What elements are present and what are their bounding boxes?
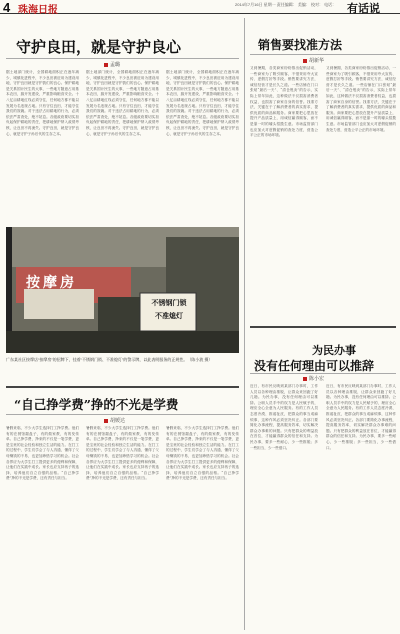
sales-body-col-2: 又到暑期，各类商家纷纷推出促销活动，一些商家为了吸引顾客，不惜采用夸大宣传、虚假打折等手段。销售要讲究方法，诚信经营才是长久之道。一些店铺在门口张贴“最后一天”、“清仓甩卖”的告示，实际上常年如此，这种做法不仅损害消费者权益，也损害了商家自身的信誉。找准方法，关键在于了解消费者的真实需求，提供优质的商品和服务。商家要把心思放在提升产品质量上，用诚信赢得顾客，而不是靠一时的噱头招揽生意。市场监管部门也应加大对虚假促销的查处力度，营造公平公正的市场环境。 [326,66,396,132]
sales-byline-text: 胡新华 [309,58,325,64]
service-body-col-2: 近日，有市民反映到某部门办事时，工作人员以各种理由推脱，让群众来回跑了好几趟。为民办事，没有任何理由可以推辞。公职人员手中的权力是人民赋予的，理应全心全意为人民服务。有的工作人员态度冷漠、推诿扯皮，把群众的事当成麻烦事，这种作风必须坚决纠正。各部门要简化办事流程，提高服务效率，切实解决群众办事难的问题。只有把群众的利益放在首位，才能赢得群众的信任和支持。为民办事，要多一些耐心，少一些推脱；多一些担当，少一些借口。 [326,384,396,450]
main-body-col-2: 据土地部门统计，全国耕地面积正在逐年减少，城镇化进程中，不少良田被征用为建设用地，守护良田就是守护我们的良心。保护耕地是关系国计民生的大事，一些地方随意占用基本农田，搞开发建设，严重影响粮食安全。十八亿亩耕地红线必须守住，任何地方都不能以发展为名违规占地。只有守住良田，才能守住我们的饭碗。对于违法占用耕地的行为，必须依法严肃查处，绝不姑息。各级政府要切实担负起保护耕地的责任，把耕地保护纳入政绩考核，让良田不再流失。守护良田，就是守护良心，就是守护子孙后代的生存之本。 [86,70,159,136]
paper-name: 珠海日报 [18,5,58,16]
section-rule-right [250,326,396,328]
main-body-col-1: 据土地部门统计，全国耕地面积正在逐年减少，城镇化进程中，不少良田被征用为建设用地，守护良田就是守护我们的良心。保护耕地是关系国计民生的大事，一些地方随意占用基本农田，搞开发建设，严重影响粮食安全。十八亿亩耕地红线必须守住，任何地方都不能以发展为名违规占地。只有守住良田，才能守住我们的饭碗。对于违法占用耕地的行为，必须依法严肃查处，绝不姑息。各级政府要切实担负起保护耕地的责任，把耕地保护纳入政绩考核，让良田不再流失。守护良田，就是守护良心，就是守护子孙后代的生存之本。 [6,70,79,136]
service-byline [303,375,324,382]
service-rule [250,373,396,374]
sales-byline [303,57,324,64]
consumer-headline: “自己挣学费”挣的不光是学费 [14,397,179,412]
consumer-rule [6,414,239,415]
section-title: 有话说 [347,3,380,15]
section-rule-left [6,386,239,388]
photo-sign-lock: 不锈钢门锁 [151,299,187,307]
consumer-byline-text: 胡媛达 [110,418,126,424]
main-body-col-3: 据土地部门统计，全国耕地面积正在逐年减少，城镇化进程中，不少良田被征用为建设用地，守护良田就是守护我们的良心。保护耕地是关系国计民生的大事，一些地方随意占用基本农田，搞开发建设，严重影响粮食安全。十八亿亩耕地红线必须守住，任何地方都不能以发展为名违规占地。只有守住良田，才能守住我们的饭碗。对于违法占用耕地的行为，必须依法严肃查处，绝不姑息。各级政府要切实担负起保护耕地的责任，把耕地保护纳入政绩考核，让良田不再流失。守护良田，就是守护良心，就是守护子孙后代的生存之本。 [166,70,239,136]
service-headline-1: 为民办事 [312,344,356,357]
byline-marker-icon [104,63,108,67]
headline-rule [6,58,239,59]
service-body-col-1: 近日，有市民反映到某部门办事时，工作人员以各种理由推脱，让群众来回跑了好几趟。为民办事，没有任何理由可以推辞。公职人员手中的权力是人民赋予的，理应全心全意为人民服务。有的工作人员态度冷漠、推诿扯皮，把群众的事当成麻烦事，这种作风必须坚决纠正。各部门要简化办事流程，提高服务效率，切实解决群众办事难的问题。只有把群众的利益放在首位，才能赢得群众的信任和支持。为民办事，要多一些耐心，少一些推脱；多一些担当，少一些借口。 [250,384,318,450]
photo-sign-main: 按摩房 [26,275,77,291]
photo-sign-light: 不准熄灯 [155,312,183,320]
service-byline-text: 陈小宏 [309,376,325,382]
sales-rule [250,54,396,55]
byline-marker-icon [303,377,307,381]
consumer-body-col-1: 暑假来临，不少大学生选择打工挣学费。他们有的在餐馆端盘子，有的做家教，有的发传单。自己挣学费，挣来的不仅是一笔学费，更是宝贵的社会经验和独立生活的能力。在打工的过程中，学生们学会了与人沟通，懂得了父母赚钱的不易，也更加珍惜学习的机会。社会各界应为大学生打工提供更多的便利和保障，让他们在实践中成长。家长也应支持孩子的选择，培养他们自立自强的品格。“自己挣学费”挣的不光是学费，还有责任与担当。 [6,426,79,481]
consumer-byline [104,417,125,424]
service-headline-2: 没有任何理由可以推辞 [254,359,375,373]
column-divider [244,18,245,630]
consumer-body-col-3: 暑假来临，不少大学生选择打工挣学费。他们有的在餐馆端盘子，有的做家教，有的发传单。自己挣学费，挣来的不仅是一笔学费，更是宝贵的社会经验和独立生活的能力。在打工的过程中，学生们学会了与人沟通，懂得了父母赚钱的不易，也更加珍惜学习的机会。社会各界应为大学生打工提供更多的便利和保障，让他们在实践中成长。家长也应支持孩子的选择，培养他们自立自强的品格。“自己挣学费”挣的不光是学费，还有责任与担当。 [166,426,239,481]
byline-marker-icon [303,59,307,63]
byline-marker-icon [104,419,108,423]
main-byline-text: 孟璐 [110,62,121,68]
news-photo [6,227,239,353]
main-headline: 守护良田，就是守护良心 [16,38,182,56]
photo-caption: 广东某社区按摩店“按摩房”的招牌下，挂着“不锈钢门锁、不准熄灯”的警示牌，以此表明服务的正规性。（陈小波 摄） [6,357,213,362]
page-number: 4 [3,0,11,15]
dateline: 2014年7月16日 星期一 责任编辑： 美编： 校对： 电话： [235,2,337,7]
consumer-body-col-2: 暑假来临，不少大学生选择打工挣学费。他们有的在餐馆端盘子，有的做家教，有的发传单。自己挣学费，挣来的不仅是一笔学费，更是宝贵的社会经验和独立生活的能力。在打工的过程中，学生们学会了与人沟通，懂得了父母赚钱的不易，也更加珍惜学习的机会。社会各界应为大学生打工提供更多的便利和保障，让他们在实践中成长。家长也应支持孩子的选择，培养他们自立自强的品格。“自己挣学费”挣的不光是学费，还有责任与担当。 [86,426,159,481]
sales-headline: 销售要找准方法 [258,38,343,52]
sales-body-col-1: 又到暑期，各类商家纷纷推出促销活动，一些商家为了吸引顾客，不惜采用夸大宣传、虚假打折等手段。销售要讲究方法，诚信经营才是长久之道。一些店铺在门口张贴“最后一天”、“清仓甩卖”的告示，实际上常年如此，这种做法不仅损害消费者权益，也损害了商家自身的信誉。找准方法，关键在于了解消费者的真实需求，提供优质的商品和服务。商家要把心思放在提升产品质量上，用诚信赢得顾客，而不是靠一时的噱头招揽生意。市场监管部门也应加大对虚假促销的查处力度，营造公平公正的市场环境。 [250,66,318,138]
main-byline [104,61,120,68]
